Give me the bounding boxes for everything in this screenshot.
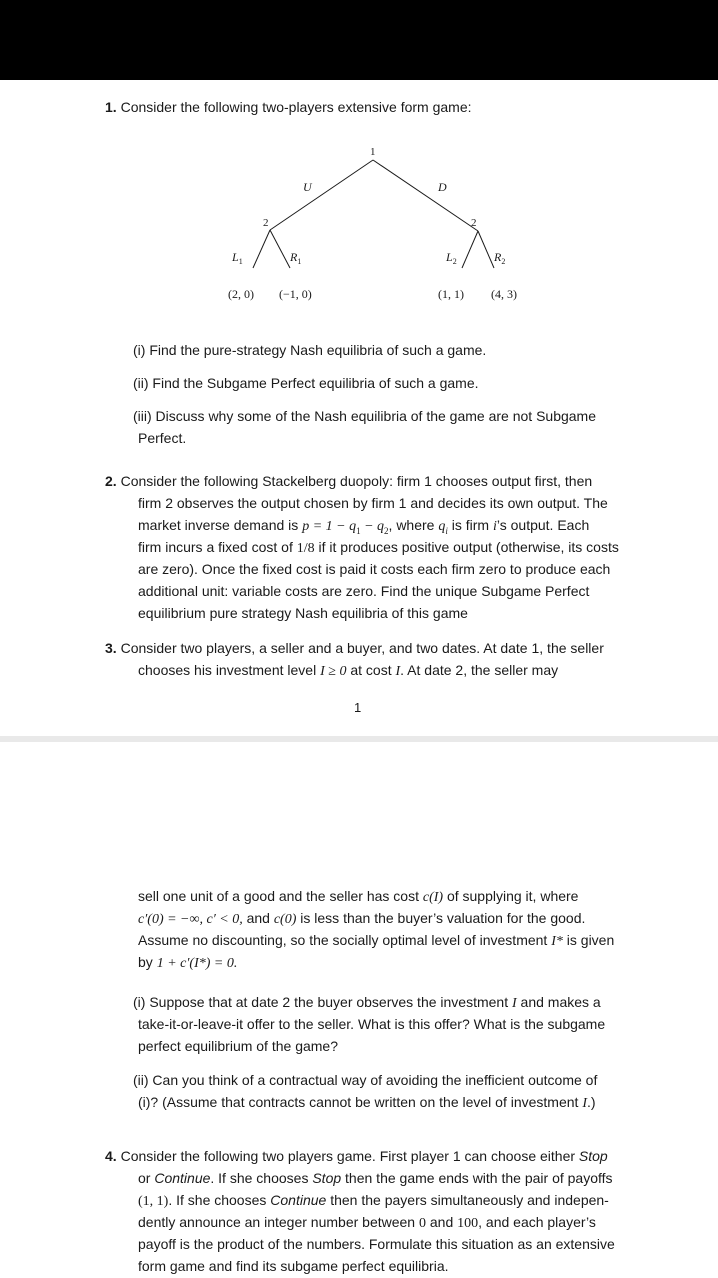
action-L2: $L_2$ [446,250,457,266]
q2-line3-a: market inverse demand is [138,517,303,533]
q3-part-ii-line1: (ii) Can you think of a contractual way of avoiding the inefficient outcome of [133,1072,598,1088]
q1-intro [105,96,625,118]
tree-edge-R1 [270,230,290,268]
tree-edge-L2 [462,231,478,268]
tree-edge-L1 [253,230,270,268]
q4-line5: payoff is the product of the numbers. Formulate this situation as an extensive [138,1236,615,1252]
q3-number: 3. [105,640,117,656]
q2-line1-text: Consider the following Stackelberg duopoly: firm 1 chooses output first, then [120,473,593,489]
page-number: 1 [354,700,362,715]
top-black-bar [0,0,718,80]
q1-part-i: (i) Find the pure-strategy Nash equilibria of such a game. [133,342,487,358]
tree-edge-R2 [478,231,494,268]
q2-number: 2. [105,473,117,489]
q4-line6: form game and find its subgame perfect equilibria. [138,1258,449,1274]
action-D: D [438,180,447,194]
demand-equation: $p = 1 - q_1 - q_2$ [302,519,389,536]
fixed-cost: 1/8 [296,541,315,556]
action-R2: $R_2$ [494,250,506,266]
q4-line2: or Continue. If she chooses Stop then the game ends with the pair of payoffs [138,1170,613,1186]
q3-line1-text: Consider two players, a seller and a buyer, and two dates. At date 1, the seller [120,640,604,656]
q3-line4: c′(0) = −∞, c′ < 0, and c(0) is less than the buyer’s valuation for the good. [138,910,586,927]
page-separator [0,736,718,742]
tree-edge-U [270,160,373,230]
q1-number: 1. [105,99,117,115]
root-player-label: 1 [370,146,376,158]
tree-edge-D [373,160,478,231]
q4-line4: dently announce an integer number between 0 and 100, and each player’s [138,1214,596,1231]
q2-line7: equilibrium pure strategy Nash equilibria of this game [138,605,468,621]
q1-part-iii-line1: (iii) Discuss why some of the Nash equilibria of the game are not Subgame [133,408,596,424]
action-R1: $R_1$ [290,250,302,266]
q2-line5: are zero). Once the fixed cost is paid it costs each firm zero to produce each [138,561,611,577]
q3-part-i-line1: (i) Suppose that at date 2 the buyer observes the investment I and makes a [133,994,601,1011]
payoff-4: (4, 3) [491,287,517,301]
q3-part-i-line3: perfect equilibrium of the game? [138,1038,338,1054]
game-tree [0,140,718,340]
q3-line1 [105,637,604,659]
q3-line3: sell one unit of a good and the seller has cost c(I) of supplying it, where [138,888,579,905]
q4-number: 4. [105,1148,117,1164]
q2-line4: firm incurs a fixed cost of 1/8 if it produces positive output (otherwise, its costs [138,539,619,556]
q3-line2: chooses his investment level I ≥ 0 at cost I. At date 2, the seller may [138,662,559,679]
node-player-left: 2 [263,217,269,229]
q4-line1: 4. Consider the following two players game. First player 1 can choose either Stop [105,1148,608,1164]
q3-part-ii-line2: (i)? (Assume that contracts cannot be written on the level of investment I.) [138,1094,596,1111]
q2-line3: market inverse demand is $p = 1 - q_1 - q_2$, where $q_i$ is firm i’s output. Each [138,517,590,536]
q2-line2: firm 2 observes the output chosen by firm 1 and decides its own output. The [138,495,608,511]
q3-line5: Assume no discounting, so the socially optimal level of investment I* is given [138,932,615,949]
node-player-right: 2 [471,217,477,229]
q2-line3-b: , where [388,517,439,533]
q3-line6: by 1 + c′(I*) = 0. [138,954,238,971]
q2-line3-d: ’s output. Each [496,517,590,533]
q4-line3: (1, 1). If she chooses Continue then the payers simultaneously and indepen- [138,1192,609,1209]
q2-line3-c: is firm [447,517,493,533]
q1-part-iii-line2: Perfect. [138,430,187,446]
q3-part-i-line2: take-it-or-leave-it offer to the seller. What is this offer? What is the subgame [138,1016,606,1032]
payoff-2: (−1, 0) [279,287,312,301]
action-L1: $L_1$ [232,250,243,266]
payoff-1: (2, 0) [228,287,254,301]
q2-line6: additional unit: variable costs are zero. Find the unique Subgame Perfect [138,583,590,599]
q1-part-ii: (ii) Find the Subgame Perfect equilibria of such a game. [133,375,479,391]
q2-line1 [105,470,592,492]
action-U: U [303,180,312,194]
payoff-3: (1, 1) [438,287,464,301]
q1-intro-text: Consider the following two-players extensive form game: [120,99,472,115]
